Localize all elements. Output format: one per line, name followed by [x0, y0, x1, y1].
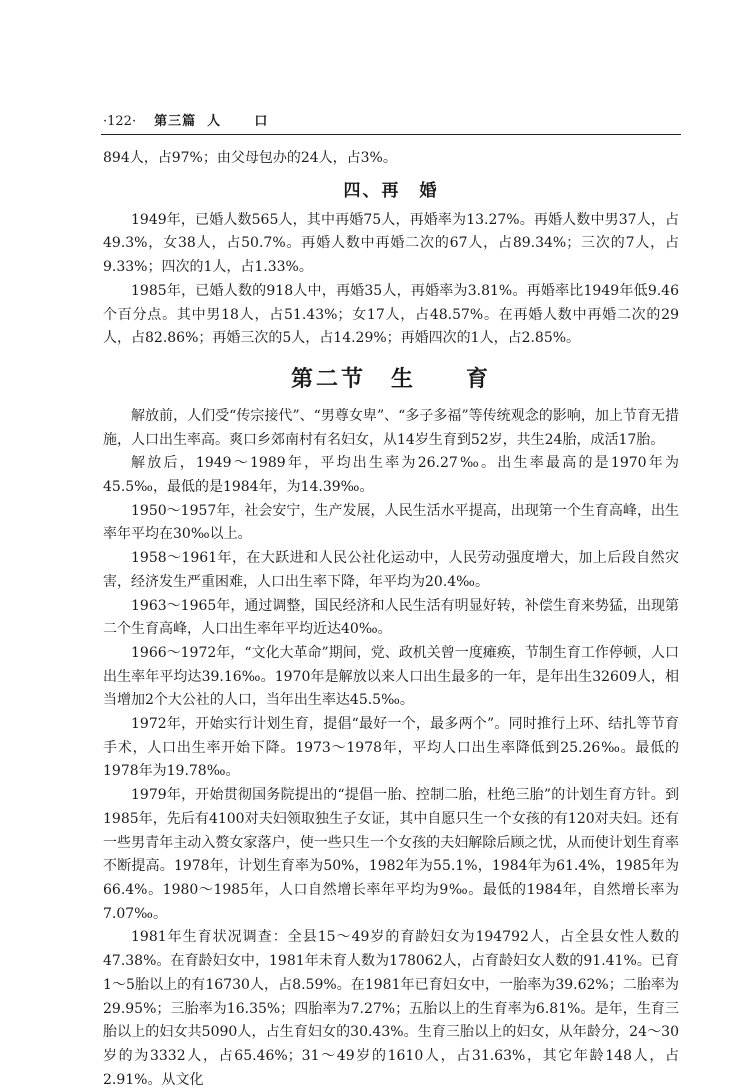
paragraph: 1979年，开始贯彻国务院提出的“提倡一胎、控制二胎，杜绝三胎”的计划生育方针。到1985年，先后有4100对夫妇领取独生子女证，其中自愿只生一个女孩的有120对夫妇。还有一些男青年主动入赘女家落户，使一些只生一个女孩的夫妇解除后顾之忧，从而使计划生育率不断提高。1978年，计划生育率为50%，1982年为55.1%，1984年为61.4%，1985年为66.4%。1980～1985年，人口自然增长率年平均为9‰。最低的1984年，自然增长率为7.07‰。: [103, 787, 679, 922]
running-header: [103, 110, 679, 132]
page-number: ·122·: [103, 114, 137, 129]
paragraph: 1981年生育状况调查：全县15～49岁的育龄妇女为194792人，占全县女性人数的47.38%。在育龄妇女中，1981年未育人数为178062人，占育龄妇女人数的91.41%。已育1～5胎以上的有16730人，占8.59%。在1981年已育妇女中，一胎率为39.62%；二胎率为29.95%；三胎率为16.35%；四胎率为7.27%；五胎以上的生育率为6.81%。是年，生育三胎以上的妇女共5090人，占生育妇女的30.43%。生育三胎以上的妇女，从年龄分，24～30岁的为3332人，占65.46%；31～49岁的1610人，占31.63%，其它年龄148人，占2.91%。从文化: [103, 929, 679, 1088]
part-label: 第三篇: [154, 114, 197, 129]
section-heading-birth: 第二节 生 育: [290, 365, 491, 392]
paragraph: 解放前，人们受“传宗接代”、“男尊女卑”、“多子多福”等传统观念的影响，加上节育无措施，人口出生率高。爽口乡郊南村有名妇女，从14岁生育到52岁，共生24胎，成活17胎。: [103, 407, 679, 448]
header-rule: [101, 134, 681, 135]
subsection-heading-remarriage: 四、再 婚: [343, 180, 439, 201]
document-page: [103, 110, 679, 1092]
paragraph: 1958～1961年，在大跃进和人民公社化运动中，人民劳动强度增大，加上后段自然灾害，经济发生严重困难，人口出生率下降，年平均为20.4‰。: [103, 550, 679, 590]
paragraph: 1949年，已婚人数565人，其中再婚75人，再婚率为13.27%。再婚人数中男37人，占49.3%，女38人，占50.7%。再婚人数中再婚二次的67人，占89.34%；三次的7人，占9.33%；四次的1人，占1.33%。: [103, 211, 679, 276]
part-title: [154, 110, 268, 129]
paragraph: 1985年，已婚人数的918人中，再婚35人，再婚率为3.81%。再婚率比1949年低9.46个百分点。其中男18人，占51.43%；女17人，占48.57%。在再婚人数中再婚二次的29人，占82.86%；再婚三次的5人，占14.29%；再婚四次的1人，占2.85%。: [103, 282, 679, 347]
part-name-1: 人: [207, 114, 222, 129]
paragraph: 1972年，开始实行计划生育，提倡“最好一个，最多两个”。同时推行上环、结扎等节育手术，人口出生率开始下降。1973～1978年，平均人口出生率降低到25.26‰。最低的1978年为19.78‰。: [103, 716, 679, 780]
paragraph: 解放后，1949～1989年，平均出生率为26.27‰。出生率最高的是1970年为45.5‰，最低的是1984年，为14.39‰。: [103, 455, 679, 496]
paragraph: 1966～1972年，“文化大革命”期间，党、政机关曾一度瘫痪，节制生育工作停顿，人口出生率年平均达39.16‰。1970年是解放以来人口出生最多的一年，是年出生32609人，相当增加2个大公社的人口，当年出生率达45.5‰。: [103, 644, 679, 709]
part-name-2: 口: [254, 114, 269, 129]
paragraph: 1950～1957年，社会安宁，生产发展，人民生活水平提高，出现第一个生育高峰，出生率年平均在30‰以上。: [103, 502, 679, 543]
continuation-paragraph: 894人，占97%；由父母包办的24人，占3%。: [103, 150, 397, 166]
paragraph: 1963～1965年，通过调整，国民经济和人民生活有明显好转，补偿生育来势猛，出现第二个生育高峰，人口出生率年平均近达40‰。: [103, 597, 679, 638]
